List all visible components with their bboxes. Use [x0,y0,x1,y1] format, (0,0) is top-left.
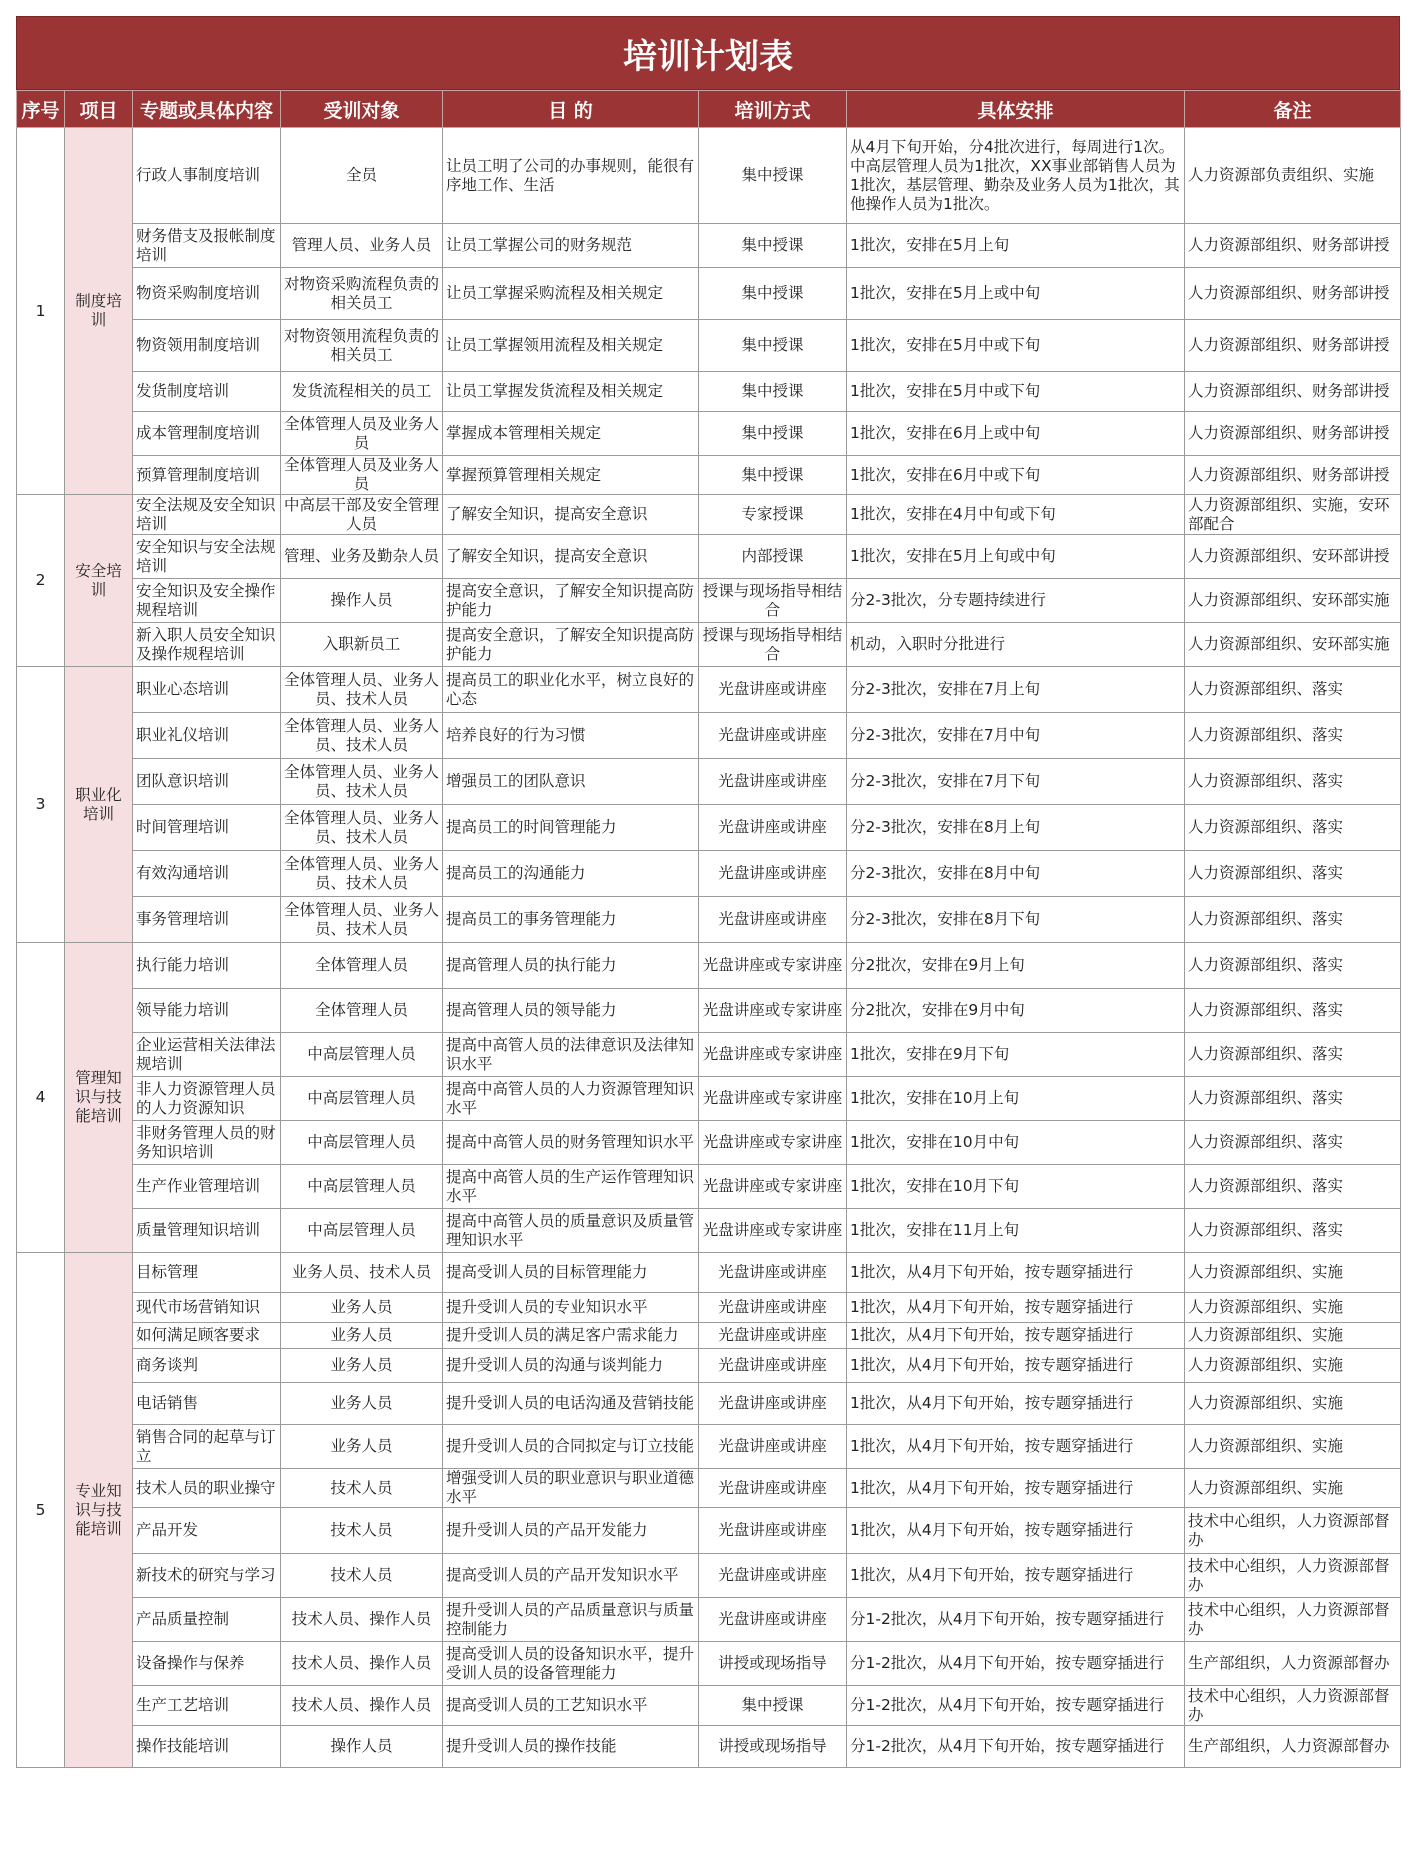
table-row [17,320,1401,372]
note-cell[interactable]: 人力资源部组织、实施 [1185,1253,1401,1293]
schedule-cell[interactable]: 1批次，从4月下旬开始，按专题穿插进行 [847,1383,1185,1425]
target-cell[interactable]: 业务人员 [281,1349,443,1383]
method-cell[interactable]: 集中授课 [699,320,847,372]
schedule-cell[interactable]: 1批次，安排在10月上旬 [847,1077,1185,1121]
schedule-cell[interactable]: 分2-3批次，安排在7月中旬 [847,713,1185,759]
header-schedule[interactable]: 具体安排 [847,91,1185,128]
method-cell[interactable]: 集中授课 [699,224,847,268]
purpose-cell[interactable]: 提高中高管人员的生产运作管理知识水平 [443,1165,699,1209]
topic-cell[interactable]: 预算管理制度培训 [133,456,281,495]
schedule-cell[interactable]: 1批次，安排在6月上或中旬 [847,412,1185,456]
purpose-cell[interactable]: 培养良好的行为习惯 [443,713,699,759]
table-row [17,1293,1401,1323]
table-row [17,1686,1401,1726]
training-plan-sheet [16,16,1400,1768]
topic-cell[interactable]: 安全知识与安全法规培训 [133,535,281,579]
method-cell[interactable]: 专家授课 [699,495,847,535]
project-cell[interactable]: 职业化培训 [65,667,133,943]
purpose-cell[interactable]: 提升受训人员的合同拟定与订立技能 [443,1425,699,1469]
table-row [17,1253,1401,1293]
target-cell[interactable]: 对物资采购流程负责的相关员工 [281,268,443,320]
topic-cell[interactable]: 设备操作与保养 [133,1642,281,1686]
topic-cell[interactable]: 新入职人员安全知识及操作规程培训 [133,623,281,667]
target-cell[interactable]: 技术人员、操作人员 [281,1686,443,1726]
target-cell[interactable]: 技术人员 [281,1508,443,1554]
schedule-cell[interactable]: 1批次，安排在5月上旬 [847,224,1185,268]
purpose-cell[interactable]: 提升受训人员的满足客户需求能力 [443,1323,699,1349]
target-cell[interactable]: 全体管理人员 [281,943,443,989]
table-row [17,759,1401,805]
method-cell[interactable]: 光盘讲座或专家讲座 [699,1077,847,1121]
target-cell[interactable]: 中高层干部及安全管理人员 [281,495,443,535]
target-cell[interactable]: 技术人员、操作人员 [281,1598,443,1642]
method-cell[interactable]: 光盘讲座或讲座 [699,1469,847,1508]
topic-cell[interactable]: 产品质量控制 [133,1598,281,1642]
table-row [17,456,1401,495]
project-cell[interactable]: 制度培训 [65,128,133,495]
target-cell[interactable]: 中高层管理人员 [281,1077,443,1121]
target-cell[interactable]: 操作人员 [281,579,443,623]
table-row [17,1209,1401,1253]
purpose-cell[interactable]: 了解安全知识，提高安全意识 [443,535,699,579]
seq-cell[interactable]: 3 [17,667,65,943]
method-cell[interactable]: 授课与现场指导相结合 [699,579,847,623]
method-cell[interactable]: 集中授课 [699,456,847,495]
purpose-cell[interactable]: 提高安全意识，了解安全知识提高防护能力 [443,579,699,623]
purpose-cell[interactable]: 让员工明了公司的办事规则，能很有序地工作、生活 [443,128,699,224]
schedule-cell[interactable]: 1批次，从4月下旬开始，按专题穿插进行 [847,1349,1185,1383]
table-row [17,1033,1401,1077]
header-seq[interactable]: 序号 [17,91,65,128]
target-cell[interactable]: 中高层管理人员 [281,1209,443,1253]
table-row [17,943,1401,989]
purpose-cell[interactable]: 提升受训人员的电话沟通及营销技能 [443,1383,699,1425]
topic-cell[interactable]: 技术人员的职业操守 [133,1469,281,1508]
table-row [17,1508,1401,1554]
schedule-cell[interactable]: 分2-3批次，安排在7月上旬 [847,667,1185,713]
method-cell[interactable]: 光盘讲座或讲座 [699,759,847,805]
header-topic[interactable]: 专题或具体内容 [133,91,281,128]
purpose-cell[interactable]: 增强受训人员的职业意识与职业道德水平 [443,1469,699,1508]
topic-cell[interactable]: 非人力资源管理人员的人力资源知识 [133,1077,281,1121]
note-cell[interactable]: 人力资源部组织、实施 [1185,1349,1401,1383]
topic-cell[interactable]: 领导能力培训 [133,989,281,1033]
note-cell[interactable]: 技术中心组织，人力资源部督办 [1185,1554,1401,1598]
schedule-cell[interactable]: 分1-2批次，从4月下旬开始，按专题穿插进行 [847,1686,1185,1726]
topic-cell[interactable]: 目标管理 [133,1253,281,1293]
topic-cell[interactable]: 成本管理制度培训 [133,412,281,456]
schedule-cell[interactable]: 1批次，从4月下旬开始，按专题穿插进行 [847,1469,1185,1508]
topic-cell[interactable]: 销售合同的起草与订立 [133,1425,281,1469]
target-cell[interactable]: 管理、业务及勤杂人员 [281,535,443,579]
purpose-cell[interactable]: 提高员工的职业化水平，树立良好的心态 [443,667,699,713]
topic-cell[interactable]: 质量管理知识培训 [133,1209,281,1253]
table-row [17,1726,1401,1768]
method-cell[interactable]: 集中授课 [699,1686,847,1726]
purpose-cell[interactable]: 提高管理人员的领导能力 [443,989,699,1033]
table-row [17,1349,1401,1383]
schedule-cell[interactable]: 分1-2批次，从4月下旬开始，按专题穿插进行 [847,1726,1185,1768]
schedule-cell[interactable]: 分2-3批次，安排在8月下旬 [847,897,1185,943]
note-cell[interactable]: 人力资源部组织、财务部讲授 [1185,268,1401,320]
target-cell[interactable]: 全员 [281,128,443,224]
purpose-cell[interactable]: 提高受训人员的工艺知识水平 [443,1686,699,1726]
note-cell[interactable]: 人力资源部组织、落实 [1185,667,1401,713]
method-cell[interactable]: 讲授或现场指导 [699,1642,847,1686]
topic-cell[interactable]: 职业礼仪培训 [133,713,281,759]
table-row [17,1554,1401,1598]
target-cell[interactable]: 业务人员 [281,1425,443,1469]
note-cell[interactable]: 人力资源部组织、落实 [1185,805,1401,851]
topic-cell[interactable]: 行政人事制度培训 [133,128,281,224]
target-cell[interactable]: 全体管理人员、业务人员、技术人员 [281,713,443,759]
note-cell[interactable]: 人力资源部负责组织、实施 [1185,128,1401,224]
topic-cell[interactable]: 有效沟通培训 [133,851,281,897]
header-target[interactable]: 受训对象 [281,91,443,128]
method-cell[interactable]: 集中授课 [699,372,847,412]
method-cell[interactable]: 光盘讲座或专家讲座 [699,1209,847,1253]
note-cell[interactable]: 人力资源部组织、实施 [1185,1323,1401,1349]
note-cell[interactable]: 人力资源部组织、落实 [1185,713,1401,759]
note-cell[interactable]: 人力资源部组织、落实 [1185,897,1401,943]
method-cell[interactable]: 讲授或现场指导 [699,1726,847,1768]
schedule-cell[interactable]: 1批次，安排在10月中旬 [847,1121,1185,1165]
table-row [17,805,1401,851]
topic-cell[interactable]: 非财务管理人员的财务知识培训 [133,1121,281,1165]
purpose-cell[interactable]: 提高员工的时间管理能力 [443,805,699,851]
note-cell[interactable]: 人力资源部组织、落实 [1185,1209,1401,1253]
header-purpose[interactable]: 目 的 [443,91,699,128]
purpose-cell[interactable]: 让员工掌握领用流程及相关规定 [443,320,699,372]
schedule-cell[interactable]: 分1-2批次，从4月下旬开始，按专题穿插进行 [847,1642,1185,1686]
schedule-cell[interactable]: 分2-3批次，安排在8月上旬 [847,805,1185,851]
method-cell[interactable]: 光盘讲座或讲座 [699,1508,847,1554]
schedule-cell[interactable]: 分2-3批次，分专题持续进行 [847,579,1185,623]
topic-cell[interactable]: 生产作业管理培训 [133,1165,281,1209]
target-cell[interactable]: 技术人员、操作人员 [281,1642,443,1686]
purpose-cell[interactable]: 提升受训人员的操作技能 [443,1726,699,1768]
topic-cell[interactable]: 电话销售 [133,1383,281,1425]
table-row [17,1598,1401,1642]
target-cell[interactable]: 全体管理人员、业务人员、技术人员 [281,805,443,851]
target-cell[interactable]: 全体管理人员、业务人员、技术人员 [281,897,443,943]
note-cell[interactable]: 技术中心组织，人力资源部督办 [1185,1598,1401,1642]
table-row [17,623,1401,667]
topic-cell[interactable]: 事务管理培训 [133,897,281,943]
table-row [17,579,1401,623]
note-cell[interactable]: 技术中心组织，人力资源部督办 [1185,1686,1401,1726]
target-cell[interactable]: 发货流程相关的员工 [281,372,443,412]
table-row [17,128,1401,224]
method-cell[interactable]: 光盘讲座或讲座 [699,1293,847,1323]
target-cell[interactable]: 全体管理人员 [281,989,443,1033]
table-row [17,268,1401,320]
topic-cell[interactable]: 现代市场营销知识 [133,1293,281,1323]
method-cell[interactable]: 光盘讲座或讲座 [699,667,847,713]
schedule-cell[interactable]: 1批次，从4月下旬开始，按专题穿插进行 [847,1425,1185,1469]
note-cell[interactable]: 人力资源部组织、落实 [1185,989,1401,1033]
schedule-cell[interactable]: 1批次，安排在5月中或下旬 [847,372,1185,412]
method-cell[interactable]: 光盘讲座或讲座 [699,1323,847,1349]
note-cell[interactable]: 生产部组织，人力资源部督办 [1185,1642,1401,1686]
target-cell[interactable]: 全体管理人员及业务人员 [281,456,443,495]
topic-cell[interactable]: 物资采购制度培训 [133,268,281,320]
note-cell[interactable]: 生产部组织，人力资源部督办 [1185,1726,1401,1768]
target-cell[interactable]: 操作人员 [281,1726,443,1768]
target-cell[interactable]: 中高层管理人员 [281,1033,443,1077]
note-cell[interactable]: 人力资源部组织、实施 [1185,1469,1401,1508]
method-cell[interactable]: 光盘讲座或专家讲座 [699,989,847,1033]
method-cell[interactable]: 光盘讲座或专家讲座 [699,1033,847,1077]
method-cell[interactable]: 光盘讲座或讲座 [699,1598,847,1642]
table-row [17,1383,1401,1425]
purpose-cell[interactable]: 提高中高管人员的人力资源管理知识水平 [443,1077,699,1121]
target-cell[interactable]: 中高层管理人员 [281,1165,443,1209]
table-row [17,1469,1401,1508]
table-row [17,1121,1401,1165]
purpose-cell[interactable]: 提高受训人员的产品开发知识水平 [443,1554,699,1598]
method-cell[interactable]: 光盘讲座或讲座 [699,1253,847,1293]
note-cell[interactable]: 人力资源部组织、落实 [1185,759,1401,805]
method-cell[interactable]: 集中授课 [699,268,847,320]
topic-cell[interactable]: 财务借支及报帐制度培训 [133,224,281,268]
schedule-cell[interactable]: 1批次，安排在5月中或下旬 [847,320,1185,372]
note-cell[interactable]: 人力资源部组织、财务部讲授 [1185,224,1401,268]
purpose-cell[interactable]: 掌握成本管理相关规定 [443,412,699,456]
schedule-cell[interactable]: 分1-2批次，从4月下旬开始，按专题穿插进行 [847,1598,1185,1642]
note-cell[interactable]: 人力资源部组织、落实 [1185,1121,1401,1165]
topic-cell[interactable]: 商务谈判 [133,1349,281,1383]
target-cell[interactable]: 全体管理人员、业务人员、技术人员 [281,851,443,897]
target-cell[interactable]: 业务人员 [281,1383,443,1425]
method-cell[interactable]: 光盘讲座或讲座 [699,805,847,851]
topic-cell[interactable]: 操作技能培训 [133,1726,281,1768]
target-cell[interactable]: 全体管理人员及业务人员 [281,412,443,456]
target-cell[interactable]: 技术人员 [281,1554,443,1598]
purpose-cell[interactable]: 提升受训人员的产品开发能力 [443,1508,699,1554]
purpose-cell[interactable]: 提高员工的事务管理能力 [443,897,699,943]
schedule-cell[interactable]: 分2-3批次，安排在7月下旬 [847,759,1185,805]
target-cell[interactable]: 管理人员、业务人员 [281,224,443,268]
note-cell[interactable]: 人力资源部组织、安环部实施 [1185,579,1401,623]
schedule-cell[interactable]: 从4月下旬开始，分4批次进行，每周进行1次。中高层管理人员为1批次，XX事业部销售人员为1批次，基层管理、勤杂及业务人员为1批次，其他操作人员为1批次。 [847,128,1185,224]
topic-cell[interactable]: 生产工艺培训 [133,1686,281,1726]
target-cell[interactable]: 入职新员工 [281,623,443,667]
topic-cell[interactable]: 产品开发 [133,1508,281,1554]
schedule-cell[interactable]: 1批次，安排在10月下旬 [847,1165,1185,1209]
topic-cell[interactable]: 物资领用制度培训 [133,320,281,372]
table-row [17,713,1401,759]
seq-cell[interactable]: 4 [17,943,65,1253]
seq-cell[interactable]: 1 [17,128,65,495]
schedule-cell[interactable]: 1批次，安排在11月上旬 [847,1209,1185,1253]
purpose-cell[interactable]: 让员工掌握采购流程及相关规定 [443,268,699,320]
purpose-cell[interactable]: 提升受训人员的沟通与谈判能力 [443,1349,699,1383]
method-cell[interactable]: 光盘讲座或讲座 [699,1349,847,1383]
note-cell[interactable]: 人力资源部组织、实施 [1185,1425,1401,1469]
target-cell[interactable]: 业务人员 [281,1323,443,1349]
method-cell[interactable]: 光盘讲座或专家讲座 [699,1165,847,1209]
schedule-cell[interactable]: 1批次，安排在5月上或中旬 [847,268,1185,320]
topic-cell[interactable]: 如何满足顾客要求 [133,1323,281,1349]
table-row [17,1077,1401,1121]
table-body [17,128,1401,1768]
note-cell[interactable]: 人力资源部组织、财务部讲授 [1185,372,1401,412]
topic-cell[interactable]: 安全法规及安全知识培训 [133,495,281,535]
table-row [17,1323,1401,1349]
table-row [17,372,1401,412]
schedule-cell[interactable]: 1批次，安排在9月下旬 [847,1033,1185,1077]
topic-cell[interactable]: 执行能力培训 [133,943,281,989]
table-row [17,1165,1401,1209]
table-row [17,1425,1401,1469]
topic-cell[interactable]: 安全知识及安全操作规程培训 [133,579,281,623]
note-cell[interactable]: 人力资源部组织、落实 [1185,851,1401,897]
table-row [17,667,1401,713]
note-cell[interactable]: 人力资源部组织、财务部讲授 [1185,320,1401,372]
method-cell[interactable]: 集中授课 [699,412,847,456]
topic-cell[interactable]: 时间管理培训 [133,805,281,851]
method-cell[interactable]: 光盘讲座或讲座 [699,897,847,943]
method-cell[interactable]: 集中授课 [699,128,847,224]
table-row [17,897,1401,943]
method-cell[interactable]: 内部授课 [699,535,847,579]
method-cell[interactable]: 光盘讲座或专家讲座 [699,1121,847,1165]
method-cell[interactable]: 光盘讲座或讲座 [699,713,847,759]
schedule-cell[interactable]: 1批次，从4月下旬开始，按专题穿插进行 [847,1323,1185,1349]
schedule-cell[interactable]: 1批次，安排在5月上旬或中旬 [847,535,1185,579]
topic-cell[interactable]: 职业心态培训 [133,667,281,713]
note-cell[interactable]: 人力资源部组织、实施 [1185,1383,1401,1425]
header-row [17,91,1401,128]
seq-cell[interactable]: 2 [17,495,65,667]
table-row [17,495,1401,535]
note-cell[interactable]: 人力资源部组织、实施，安环部配合 [1185,495,1401,535]
purpose-cell[interactable]: 提高受训人员的目标管理能力 [443,1253,699,1293]
topic-cell[interactable]: 发货制度培训 [133,372,281,412]
schedule-cell[interactable]: 分2批次，安排在9月上旬 [847,943,1185,989]
purpose-cell[interactable]: 提高管理人员的执行能力 [443,943,699,989]
purpose-cell[interactable]: 掌握预算管理相关规定 [443,456,699,495]
purpose-cell[interactable]: 让员工掌握公司的财务规范 [443,224,699,268]
table-row [17,535,1401,579]
target-cell[interactable]: 中高层管理人员 [281,1121,443,1165]
topic-cell[interactable]: 团队意识培训 [133,759,281,805]
target-cell[interactable]: 全体管理人员、业务人员、技术人员 [281,667,443,713]
seq-cell[interactable]: 5 [17,1253,65,1768]
note-cell[interactable]: 人力资源部组织、安环部实施 [1185,623,1401,667]
table-row [17,412,1401,456]
purpose-cell[interactable]: 提升受训人员的产品质量意识与质量控制能力 [443,1598,699,1642]
purpose-cell[interactable]: 提高中高管人员的财务管理知识水平 [443,1121,699,1165]
table-row [17,1642,1401,1686]
purpose-cell[interactable]: 让员工掌握发货流程及相关规定 [443,372,699,412]
note-cell[interactable]: 人力资源部组织、落实 [1185,1033,1401,1077]
method-cell[interactable]: 光盘讲座或讲座 [699,1425,847,1469]
purpose-cell[interactable]: 提高中高管人员的法律意识及法律知识水平 [443,1033,699,1077]
project-cell[interactable]: 安全培训 [65,495,133,667]
schedule-cell[interactable]: 1批次，从4月下旬开始，按专题穿插进行 [847,1293,1185,1323]
schedule-cell[interactable]: 分2批次，安排在9月中旬 [847,989,1185,1033]
note-cell[interactable]: 人力资源部组织、财务部讲授 [1185,412,1401,456]
note-cell[interactable]: 人力资源部组织、落实 [1185,1165,1401,1209]
target-cell[interactable]: 业务人员 [281,1293,443,1323]
target-cell[interactable]: 对物资领用流程负责的相关员工 [281,320,443,372]
note-cell[interactable]: 人力资源部组织、落实 [1185,943,1401,989]
purpose-cell[interactable]: 提升受训人员的专业知识水平 [443,1293,699,1323]
method-cell[interactable]: 光盘讲座或讲座 [699,1383,847,1425]
target-cell[interactable]: 技术人员 [281,1469,443,1508]
table-row [17,851,1401,897]
schedule-cell[interactable]: 1批次，安排在4月中旬或下旬 [847,495,1185,535]
method-cell[interactable]: 授课与现场指导相结合 [699,623,847,667]
method-cell[interactable]: 光盘讲座或讲座 [699,1554,847,1598]
table-row [17,989,1401,1033]
schedule-cell[interactable]: 机动，入职时分批进行 [847,623,1185,667]
sheet-title: 培训计划表 [16,16,1400,90]
note-cell[interactable]: 人力资源部组织、财务部讲授 [1185,456,1401,495]
purpose-cell[interactable]: 提高员工的沟通能力 [443,851,699,897]
topic-cell[interactable]: 新技术的研究与学习 [133,1554,281,1598]
training-plan-table [16,90,1401,1768]
purpose-cell[interactable]: 提高安全意识，了解安全知识提高防护能力 [443,623,699,667]
target-cell[interactable]: 业务人员、技术人员 [281,1253,443,1293]
note-cell[interactable]: 技术中心组织，人力资源部督办 [1185,1508,1401,1554]
purpose-cell[interactable]: 增强员工的团队意识 [443,759,699,805]
project-cell[interactable]: 管理知识与技能培训 [65,943,133,1253]
target-cell[interactable]: 全体管理人员、业务人员、技术人员 [281,759,443,805]
header-method[interactable]: 培训方式 [699,91,847,128]
schedule-cell[interactable]: 1批次，安排在6月中或下旬 [847,456,1185,495]
table-row [17,224,1401,268]
topic-cell[interactable]: 企业运营相关法律法规培训 [133,1033,281,1077]
note-cell[interactable]: 人力资源部组织、落实 [1185,1077,1401,1121]
purpose-cell[interactable]: 提高受训人员的设备知识水平，提升受训人员的设备管理能力 [443,1642,699,1686]
header-project[interactable]: 项目 [65,91,133,128]
schedule-cell[interactable]: 1批次，从4月下旬开始，按专题穿插进行 [847,1253,1185,1293]
schedule-cell[interactable]: 分2-3批次，安排在8月中旬 [847,851,1185,897]
schedule-cell[interactable]: 1批次，从4月下旬开始，按专题穿插进行 [847,1554,1185,1598]
note-cell[interactable]: 人力资源部组织、安环部讲授 [1185,535,1401,579]
purpose-cell[interactable]: 了解安全知识，提高安全意识 [443,495,699,535]
project-cell[interactable]: 专业知识与技能培训 [65,1253,133,1768]
header-note[interactable]: 备注 [1185,91,1401,128]
purpose-cell[interactable]: 提高中高管人员的质量意识及质量管理知识水平 [443,1209,699,1253]
method-cell[interactable]: 光盘讲座或讲座 [699,851,847,897]
method-cell[interactable]: 光盘讲座或专家讲座 [699,943,847,989]
schedule-cell[interactable]: 1批次，从4月下旬开始，按专题穿插进行 [847,1508,1185,1554]
note-cell[interactable]: 人力资源部组织、实施 [1185,1293,1401,1323]
